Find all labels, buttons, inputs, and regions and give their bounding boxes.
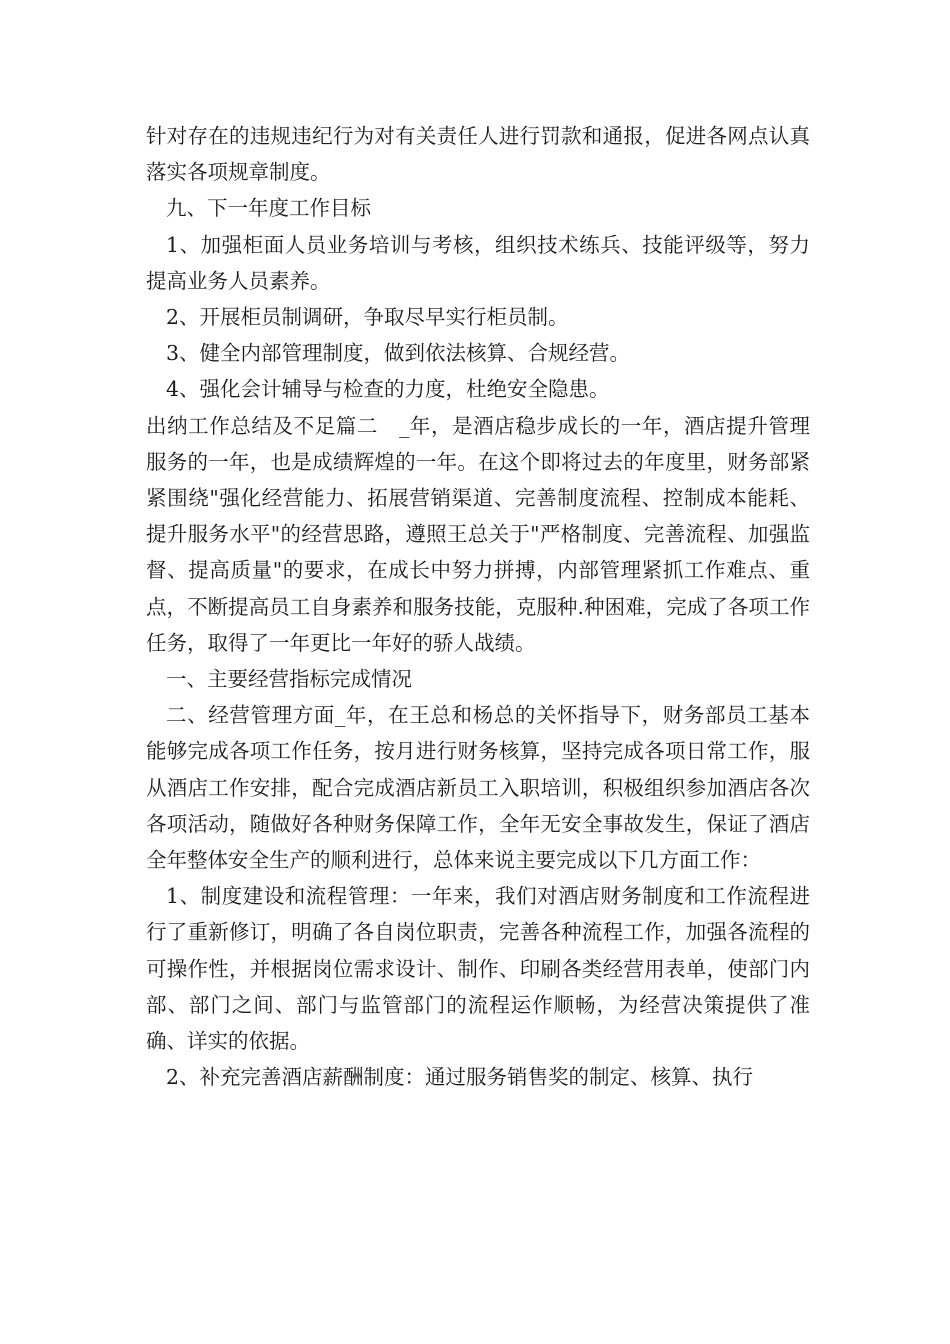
list-item: 2、开展柜员制调研，争取尽早实行柜员制。 [166, 305, 569, 330]
document-body [146, 118, 810, 1095]
section-heading: 一、主要经营指标完成情况 [166, 667, 412, 692]
list-item: 4、强化会计辅导与检查的力度，杜绝安全隐患。 [166, 377, 610, 402]
paragraph: 出纳工作总结及不足篇二 _年，是酒店稳步成长的一年，酒店提升管理服务的一年，也是成绩辉煌的一年。在这个即将过去的年度里，财务部紧紧围绕"强化经营能力、拓展营销渠道、完善制度流程、控制成本能耗、提升服务水平"的经营思路，遵照王总关于"严格制度、完善流程、加强监督、提高质量"的要求，在成长中努力拼搏，内部管理紧抓工作难点、重点，不断提高员工自身素养和服务技能，克服种.种困难，完成了各项工作任务，取得了一年更比一年好的骄人战绩。 [146, 413, 810, 655]
paragraph: 二、经营管理方面_年，在王总和杨总的关怀指导下，财务部员工基本能够完成各项工作任务，按月进行财务核算，坚持完成各项日常工作，服从酒店工作安排，配合完成酒店新员工入职培训，积极组织参加酒店各次各项活动，随做好各种财务保障工作，全年无安全事故发生，保证了酒店全年整体安全生产的顺利进行，总体来说主要完成以下几方面工作： [146, 703, 810, 873]
list-item: 3、健全内部管理制度，做到依法核算、合规经营。 [166, 341, 631, 366]
list-item: 1、加强柜面人员业务培训与考核，组织技术练兵、技能评级等，努力提高业务人员素养。 [146, 232, 810, 293]
list-item: 1、制度建设和流程管理：一年来，我们对酒店财务制度和工作流程进行了重新修订，明确了各自岗位职责，完善各种流程工作，加强各流程的可操作性，并根据岗位需求设计、制作、印刷各类经营用表单，使部门内部、部门之间、部门与监管部门的流程运作顺畅，为经营决策提供了准确、详实的依据。 [146, 884, 810, 1054]
paragraph: 针对存在的违规违纪行为对有关责任人进行罚款和通报，促进各网点认真落实各项规章制度。 [146, 124, 810, 185]
section-heading: 九、下一年度工作目标 [166, 196, 371, 221]
list-item: 2、补充完善酒店薪酬制度：通过服务销售奖的制定、核算、执行 [166, 1065, 754, 1090]
